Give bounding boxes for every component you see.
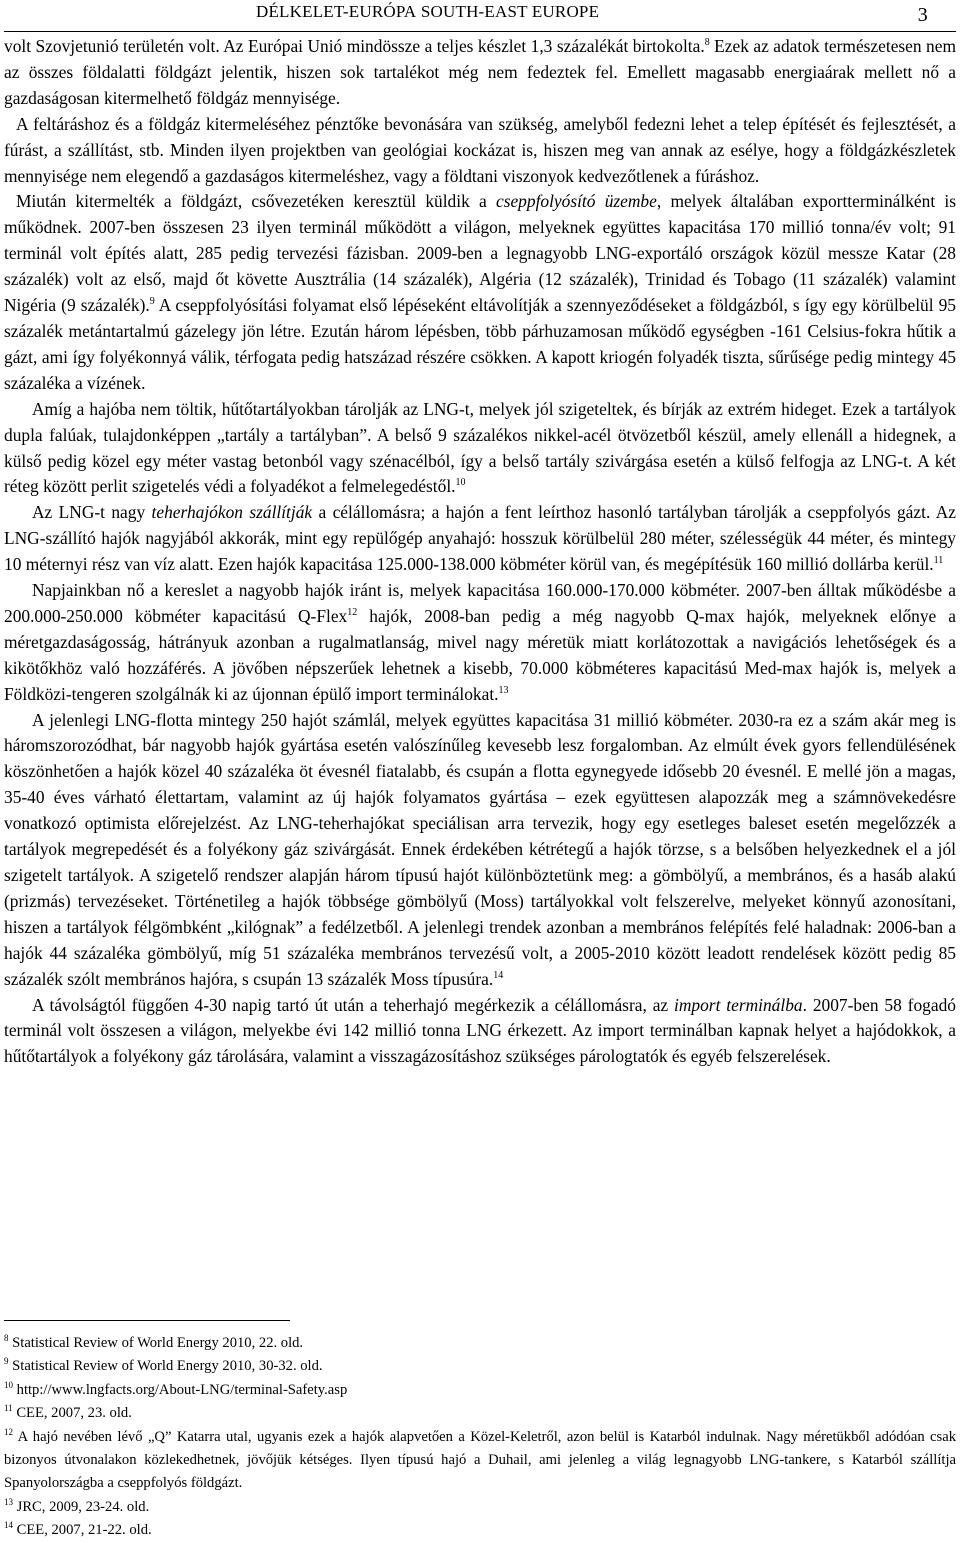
paragraph-2	[4, 112, 956, 190]
footnote-ref-8: 8	[704, 37, 710, 48]
page-number: 3	[917, 4, 928, 26]
paragraph-2-text: A feltáráshoz és a földgáz kitermeléséhez pénztőke bevonására van szükség, amelyből fedezni lehet a telep építését és fejlesztését, a fúrást, a szállítást, stb. Minden ilyen projektben van geológiai kockázat is, hiszen meg van annak az esélye, hogy a földgázkészletek mennyisége nem elegendő a gazdaságos kitermeléshez, vagy a földtani viszonyok kedvezőtlenek a fúráshoz.	[4, 113, 956, 186]
running-header-hu: DÉLKELET-EURÓPA	[256, 2, 417, 21]
header-rule	[4, 31, 956, 32]
paragraph-3-text-c: A cseppfolyósítási folyamat első lépéseként eltávolítják a szennyeződéseket a földgázból, s így egy körülbelül 95 százalék metántartalmú gázelegy jön létre. Ezután három lépésben, több párhuzamosan működő egységben -161 Celsius-fokra hűtik a gázt, ami így folyékonnyá válik, térfogata pedig hatszázad részére csökken. A kapott kriogén folyadék tiszta, sűrűsége pedig mintegy 45 százaléka a vízének.	[4, 295, 956, 393]
footnote-number: 13	[4, 1496, 13, 1507]
footnote-13	[4, 1496, 956, 1519]
paragraph-7	[4, 708, 956, 993]
paragraph-7-text: A jelenlegi LNG-flotta mintegy 250 hajót számlál, melyek együttes kapacitása 31 millió köbméter. 2030-ra ez a szám akár meg is háromszorozódhat, bár nagyobb hajók gyártása esetén valószínűleg kevesebb lesz forgalomban. Az elmúlt évek gyors fellendülésének köszönhetően a hajók közel 40 százaléka öt évesnél fiatalabb, és csupán a flotta egynegyede idősebb 20 évesnél. E mellé jön a magas, 35-40 éves várható élettartam, valamint az új hajók folyamatos gyártása – ezek együttesen alapozzák meg a számnövekedésre vonatkozó optimista előrejelzést. Az LNG-teherhajókat speciálisan arra tervezik, hogy egy esetleges baleset esetén megelőzzék a tartályok megrepedését és a folyékony gáz szivárgását. Ennek érdekében kétrétegű a hajók törzse, s a belsőben helyezkednek el a jól szigetelt tartályok. A szigetelő rendszer alapján három típusú hajót különböztetünk meg: a gömbölyű, a membrános, és a hasáb alakú (prizmás) tervezéseket. Történetileg a hajók többsége gömbölyű (Moss) tartályokkal volt felszerelve, melyeket könnyű azonosítani, hiszen a tartályok félgömbként „kilógnak” a fedélzetből. A jelenlegi trendek azonban a membrános felépítés felé haladnak: 2006-ban a hajók 44 százaléka gömbölyű, míg 51 százaléka membrános tervezésű volt, a 2005-2010 között leadott rendelések között pedig 85 százalék szólt membrános hajóra, s csupán 13 százalék Moss típusúra.	[4, 709, 956, 989]
paragraph-4	[4, 397, 956, 501]
footnote-number: 9	[4, 1356, 9, 1367]
paragraph-3-text-b: , melyek általában exportterminálként is működnek. 2007-ben összesen 23 ilyen terminál működött a világon, melyeknek együttes kapacitása 170 millió tonna/év volt; 91 terminál volt építés alatt, 285 pedig tervezési fázisban. 2009-ben a legnagyobb LNG-exportáló országok közül messze Katar (28 százalék) volt az első, majd őt követte Ausztrália (14 százalék), Algéria (12 százalék), Trinidad és Tobago (11 százalék) valamint Nigéria (9 százalék).	[4, 191, 956, 316]
footnote-text: Statistical Review of World Energy 2010, 30-32. old.	[8, 1358, 323, 1375]
footnote-text: Statistical Review of World Energy 2010, 22. old.	[8, 1335, 304, 1351]
footnote-8	[4, 1332, 956, 1355]
running-header-en: SOUTH-EAST EUROPE	[420, 2, 600, 21]
body-text	[4, 34, 956, 1070]
footnote-ref-9: 9	[149, 296, 155, 308]
footnote-ref-12: 12	[347, 606, 358, 618]
paragraph-8-italic: import terminálba	[674, 994, 803, 1015]
paragraph-4-text: Amíg a hajóba nem töltik, hűtőtartályokban tárolják az LNG-t, melyek jól szigeteltek, és bírják az extrém hideget. Ezek a tartályok dupla falúak, tulajdonképpen „tartály a tartályban”. A belső 9 százalékos nikkel-acél ötvözetből készül, amely ellenáll a hidegnek, a külső pedig közel egy méter vastag betonból vagy szénacélból, így a belső tartály szivárgása esetén a külső felfogja az LNG-t. A két réteg között perlit szigetelés védi a folyadékot a felmelegedéstől.	[4, 398, 956, 497]
paragraph-1	[4, 34, 956, 112]
paragraph-6-text-b: hajók, 2008-ban pedig a még nagyobb Q-max hajók, melyeknek előnye a méretgazdaságosság, hátrányuk azonban a rugalmatlanság, mivel nagy méretük miatt korlátozottak a navigációs lehetőségek és a kikötőkhöz való hozzáférés. A jövőben népszerűek lehetnek a kisebb, 70.000 köbméteres kapacitású Med-max hajók is, melyek a Földközi-tengeren szolgálnák ki az újonnan épülő import terminálokat.	[4, 605, 956, 704]
footnote-12	[4, 1426, 956, 1496]
paragraph-8	[4, 993, 956, 1071]
footnote-ref-11: 11	[933, 555, 944, 567]
footnote-text: A hajó nevében lévő „Q” Katarra utal, ugyanis ezek a hajók alapvetően a Közel-Keletről, azon belül is Katarból indulnak. Nagy méretükből adódóan csak bizonyos útvonalakon közlekedhetnek, jövőjük kétséges. Ilyen típusú hajó a Duhail, ami jelenleg a világ legnagyobb LNG-tankere, s Katarból szállítja Spanyolországba a cseppfolyós földgázt.	[4, 1428, 956, 1492]
paragraph-5-italic: teherhajókon szállítják	[151, 502, 313, 523]
paragraph-5	[4, 500, 956, 578]
footnote-number: 12	[4, 1426, 13, 1437]
footnote-number: 11	[4, 1403, 13, 1414]
footnote-text: JRC, 2009, 23-24. old.	[13, 1498, 150, 1515]
footnote-ref-10: 10	[455, 477, 466, 489]
footnote-separator	[4, 1320, 290, 1321]
paragraph-8-text-b: . 2007-ben 58 fogadó terminál volt összesen a világon, melyekbe évi 142 millió tonna LNG érkezett. Az import terminálban kapnak helyet a hajódokkok, a hűtőtartályok a folyékony gáz tárolására, valamint a visszagázosításhoz szükséges párologtatók és egyéb felszerelések.	[4, 994, 956, 1067]
footnote-ref-13: 13	[498, 684, 509, 696]
paragraph-6-text-a: Napjainkban nő a kereslet a nagyobb hajók iránt is, melyek kapacitása 160.000-170.000 köbméter. 2007-ben álltak működésbe a 200.000-250.000 köbméter kapacitású Q-Flex	[4, 580, 956, 626]
footnotes	[4, 1332, 956, 1543]
footnote-11	[4, 1402, 956, 1425]
footnote-10	[4, 1379, 956, 1402]
paragraph-6	[4, 578, 956, 708]
footnote-ref-14: 14	[493, 969, 504, 981]
paragraph-8-text-a: A távolságtól függően 4-30 napig tartó út után a teherhajó megérkezik a célállomásra, az	[32, 994, 675, 1015]
paragraph-5-text-a: Az LNG-t nagy	[32, 502, 152, 523]
paragraph-3-text-a: Miután kitermelték a földgázt, csővezetéken keresztül küldik a	[16, 191, 496, 212]
paragraph-5-text-b: a célállomásra; a hajón a fent leírthoz hasonló tartályban tárolják a cseppfolyós gázt. Az LNG-szállító hajók nagyjából akkorák, mint egy repülőgép anyahajó: hosszuk körülbelül 280 méter, szélességük 44 méter, és mintegy 10 méternyi rész van víz alatt. Ezen hajók kapacitása 125.000-138.000 köbméter körül van, és megépítésük 160 millió dollárba kerül.	[4, 502, 956, 575]
paragraph-1-text-a: volt Szovjetunió területén volt. Az Európai Unió mindössze a teljes készlet 1,3 százalékát birtokolta.	[4, 36, 705, 56]
footnote-link-text[interactable]: http://www.lngfacts.org/About-LNG/terminal-Safety.asp	[13, 1381, 348, 1398]
page-header	[4, 0, 956, 32]
footnote-number: 8	[4, 1333, 9, 1343]
footnote-9	[4, 1355, 956, 1378]
paragraph-3-italic: cseppfolyósító üzembe	[495, 191, 657, 212]
footnote-number: 10	[4, 1379, 13, 1390]
running-header	[256, 2, 599, 22]
footnote-text: CEE, 2007, 23. old.	[12, 1405, 132, 1422]
footnote-number: 14	[4, 1520, 13, 1531]
paragraph-3	[4, 189, 956, 396]
paragraph-1-text-b: Ezek az adatok természetesen nem az összes földalatti földgázt jelentik, hiszen sok tartalékot még nem fedeztek fel. Emellett magasabb energiaárak mellett nő a gazdaságosan kitermelhető földgáz mennyisége.	[4, 36, 956, 108]
footnote-14	[4, 1519, 956, 1542]
footnote-text: CEE, 2007, 21-22. old.	[13, 1522, 152, 1539]
